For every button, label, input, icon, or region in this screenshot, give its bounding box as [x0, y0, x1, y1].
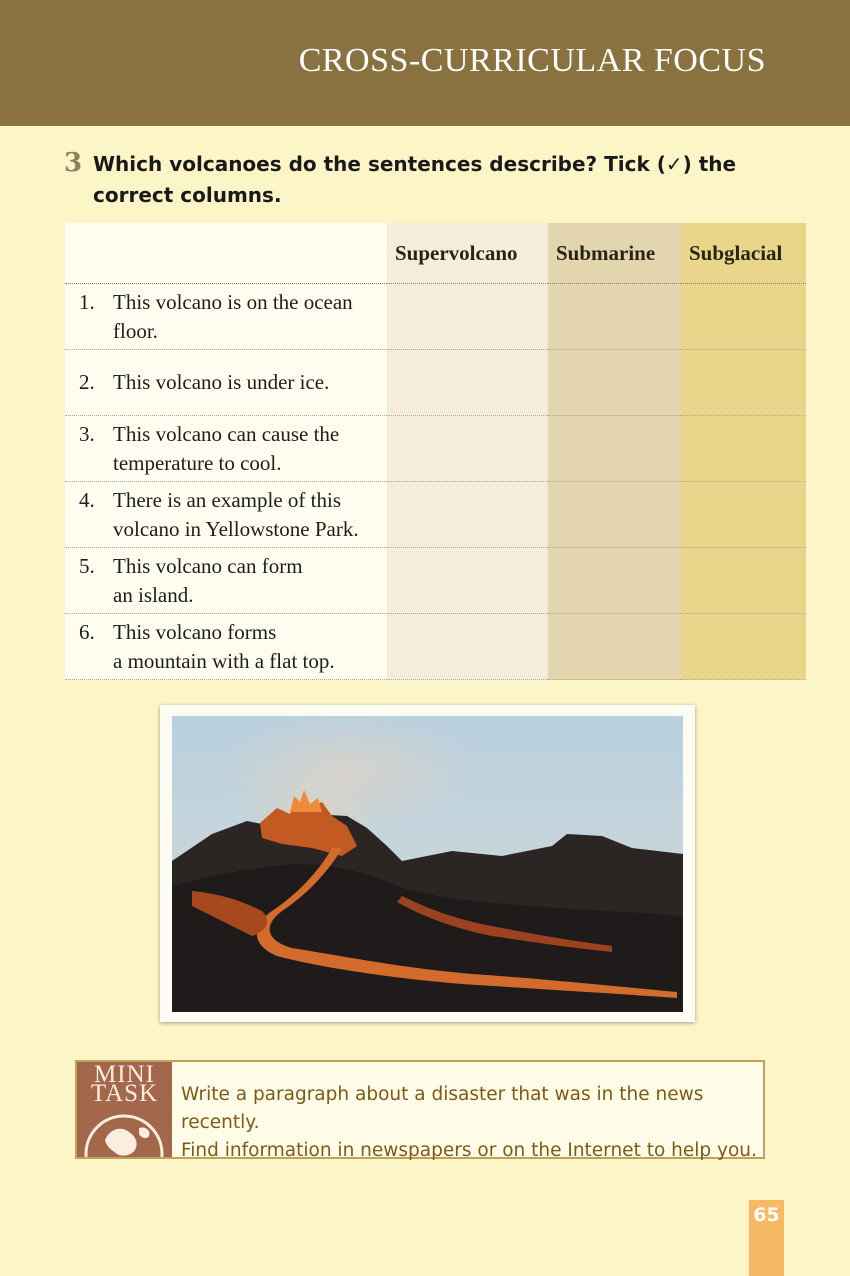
statement-cell	[65, 284, 387, 350]
statement-text: This volcano can cause the	[113, 421, 340, 446]
statement-text: an island.	[113, 582, 194, 607]
statement-text: This volcano forms	[113, 619, 277, 644]
statement-cell	[65, 548, 387, 614]
statement-text: volcano in Yellowstone Park.	[113, 516, 359, 541]
mini-task-line-2: Find information in newspapers or on the Internet to help you.	[181, 1140, 757, 1161]
statement-cell	[65, 416, 387, 482]
page-number: 65	[749, 1200, 784, 1276]
table-row	[65, 614, 806, 680]
tick-cell-supervolcano[interactable]	[387, 614, 548, 680]
statement-number: 3.	[79, 421, 95, 446]
tick-cell-supervolcano[interactable]	[387, 284, 548, 350]
table-header-row	[65, 223, 806, 284]
tick-cell-subglacial[interactable]	[681, 284, 806, 350]
statement-text: This volcano can form	[113, 553, 303, 578]
statement-number: 2.	[79, 370, 95, 394]
exercise-instruction	[93, 149, 773, 211]
section-title: CROSS-CURRICULAR FOCUS	[298, 42, 766, 79]
statement-text: temperature to cool.	[113, 450, 282, 475]
table-row	[65, 416, 806, 482]
table-row	[65, 482, 806, 548]
table-row	[65, 548, 806, 614]
tick-cell-submarine[interactable]	[548, 416, 681, 482]
tick-cell-supervolcano[interactable]	[387, 350, 548, 416]
mini-task-text	[181, 1081, 761, 1165]
mini-task-badge	[77, 1062, 172, 1157]
exercise-number: 3	[64, 148, 83, 178]
table-row	[65, 284, 806, 350]
mini-task-box	[75, 1060, 765, 1159]
tick-cell-subglacial[interactable]	[681, 482, 806, 548]
tick-cell-supervolcano[interactable]	[387, 548, 548, 614]
tick-cell-supervolcano[interactable]	[387, 416, 548, 482]
statement-text: floor.	[113, 318, 158, 343]
column-header-subglacial: Subglacial	[681, 223, 806, 284]
statement-text: This volcano is on the ocean	[113, 289, 353, 314]
statement-text: a mountain with a flat top.	[113, 648, 335, 673]
tick-cell-subglacial[interactable]	[681, 416, 806, 482]
mini-label-line-1: MINI	[94, 1062, 155, 1088]
instruction-line-2: correct columns.	[93, 183, 282, 207]
statement-number: 4.	[79, 487, 95, 512]
tick-cell-submarine[interactable]	[548, 284, 681, 350]
globe-icon	[77, 1062, 172, 1157]
tick-cell-supervolcano[interactable]	[387, 482, 548, 548]
tick-cell-submarine[interactable]	[548, 548, 681, 614]
tick-cell-submarine[interactable]	[548, 350, 681, 416]
tick-cell-subglacial[interactable]	[681, 350, 806, 416]
statement-text: There is an example of this	[113, 487, 342, 512]
tick-cell-submarine[interactable]	[548, 614, 681, 680]
statement-cell	[65, 350, 387, 416]
tick-cell-submarine[interactable]	[548, 482, 681, 548]
volcano-photo-frame	[160, 705, 695, 1022]
statement-number: 1.	[79, 289, 95, 314]
tick-table	[65, 223, 806, 680]
statement-cell	[65, 482, 387, 548]
volcano-photo	[172, 716, 683, 1012]
mini-label-line-2: TASK	[90, 1080, 159, 1107]
tick-cell-subglacial[interactable]	[681, 548, 806, 614]
statement-cell	[65, 614, 387, 680]
header-blank-cell	[65, 223, 387, 284]
column-header-supervolcano: Supervolcano	[387, 223, 548, 284]
instruction-line-1: Which volcanoes do the sentences describe? Tick (✓) the	[93, 152, 737, 176]
header-banner	[0, 0, 850, 126]
statement-number: 5.	[79, 553, 95, 578]
tick-cell-subglacial[interactable]	[681, 614, 806, 680]
mini-task-line-1: Write a paragraph about a disaster that was in the news recently.	[181, 1084, 704, 1133]
statement-text: This volcano is under ice.	[113, 370, 330, 394]
column-header-submarine: Submarine	[548, 223, 681, 284]
table-row	[65, 350, 806, 416]
statement-number: 6.	[79, 619, 95, 644]
